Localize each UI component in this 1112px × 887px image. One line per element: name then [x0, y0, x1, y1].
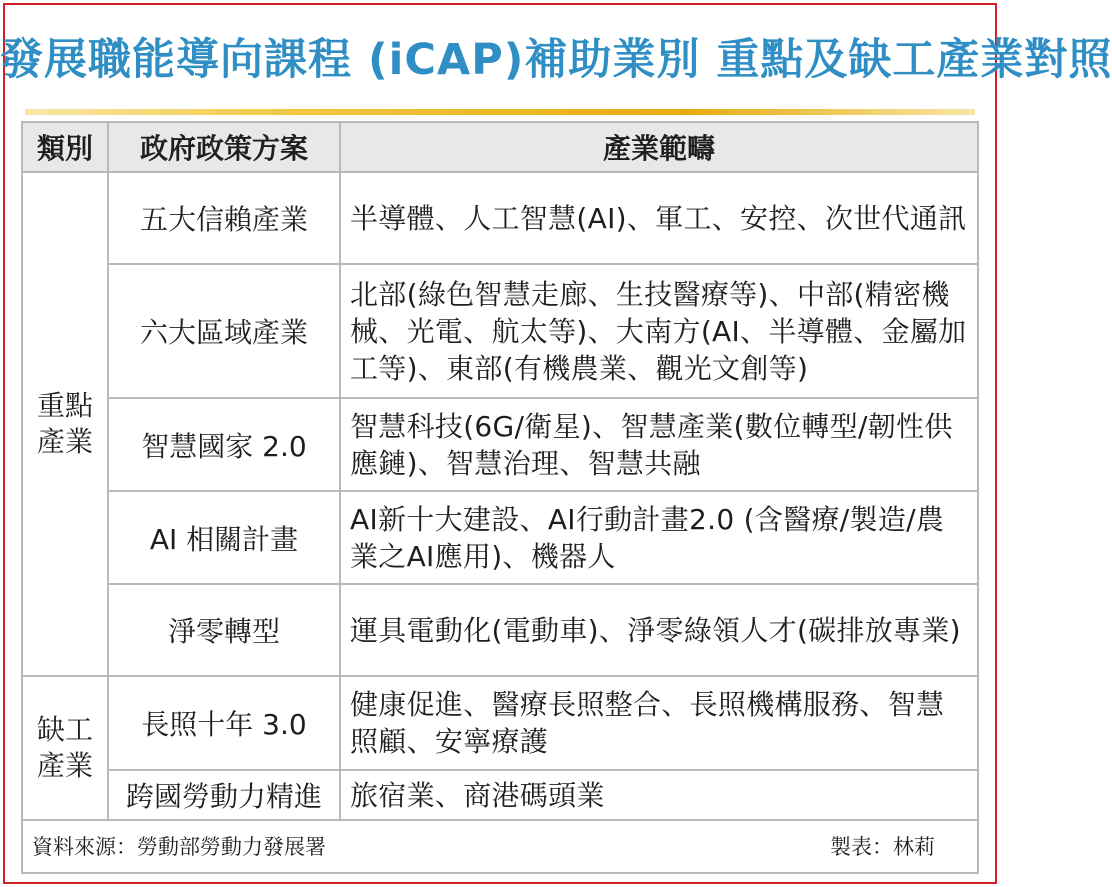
policy-cell: 智慧國家 2.0 — [141, 429, 307, 463]
scope-cell: AI新十大建設、AI行動計畫2.0 (含醫療/製造/農業之AI應用)、機器人 — [350, 502, 945, 573]
policy-cell: 五大信賴產業 — [139, 203, 308, 236]
group-label: 重點產業 — [36, 389, 93, 458]
divider — [21, 121, 23, 874]
source-note: 資料來源：勞動部勞動力發展署 — [32, 835, 326, 859]
scope-cell: 半導體、人工智慧(AI)、軍工、安控、次世代通訊 — [350, 201, 967, 235]
group-label: 缺工產業 — [36, 713, 93, 782]
divider — [108, 490, 978, 492]
scope-cell: 智慧科技(6G/衛星)、智慧產業(數位轉型/韌性供應鏈)、智慧治理、智慧共融 — [350, 409, 953, 480]
divider — [22, 171, 978, 173]
scope-cell: 運具電動化(電動車)、淨零綠領人才(碳排放專業) — [350, 613, 961, 647]
divider — [107, 121, 109, 821]
header-scope: 產業範疇 — [340, 122, 978, 172]
divider — [108, 263, 978, 265]
divider — [108, 769, 978, 771]
policy-cell: 淨零轉型 — [167, 615, 280, 648]
group-labor-shortage — [22, 676, 108, 820]
header-policy: 政府政策方案 — [108, 122, 340, 172]
divider — [339, 121, 341, 821]
scope-cell: 北部(綠色智慧走廊、生技醫療等)、中部(精密機械、光電、航太等)、大南方(AI、半導體、金屬加工等)、東部(有機農業、觀光文創等) — [350, 277, 967, 385]
divider — [22, 872, 978, 874]
scope-cell: 旅宿業、商港碼頭業 — [350, 778, 605, 812]
policy-cell: 長照十年 3.0 — [141, 708, 307, 741]
policy-cell: 跨國勞動力精進 — [125, 780, 322, 813]
divider — [108, 397, 978, 399]
divider — [22, 121, 978, 123]
scope-cell: 健康促進、醫療長照整合、長照機構服務、智慧照顧、安寧療護 — [350, 688, 945, 758]
policy-cell: 六大區域產業 — [139, 316, 308, 349]
group-key-industries — [22, 172, 108, 676]
divider — [977, 121, 979, 874]
page-title: 發展職能導向課程 (iCAP)補助業別 重點及缺工產業對照 — [0, 35, 1112, 85]
policy-cell: AI 相關計畫 — [149, 522, 299, 556]
header-category: 類別 — [22, 122, 108, 172]
divider — [108, 583, 978, 585]
credit-note: 製表：林莉 — [830, 835, 935, 859]
divider — [22, 675, 978, 677]
